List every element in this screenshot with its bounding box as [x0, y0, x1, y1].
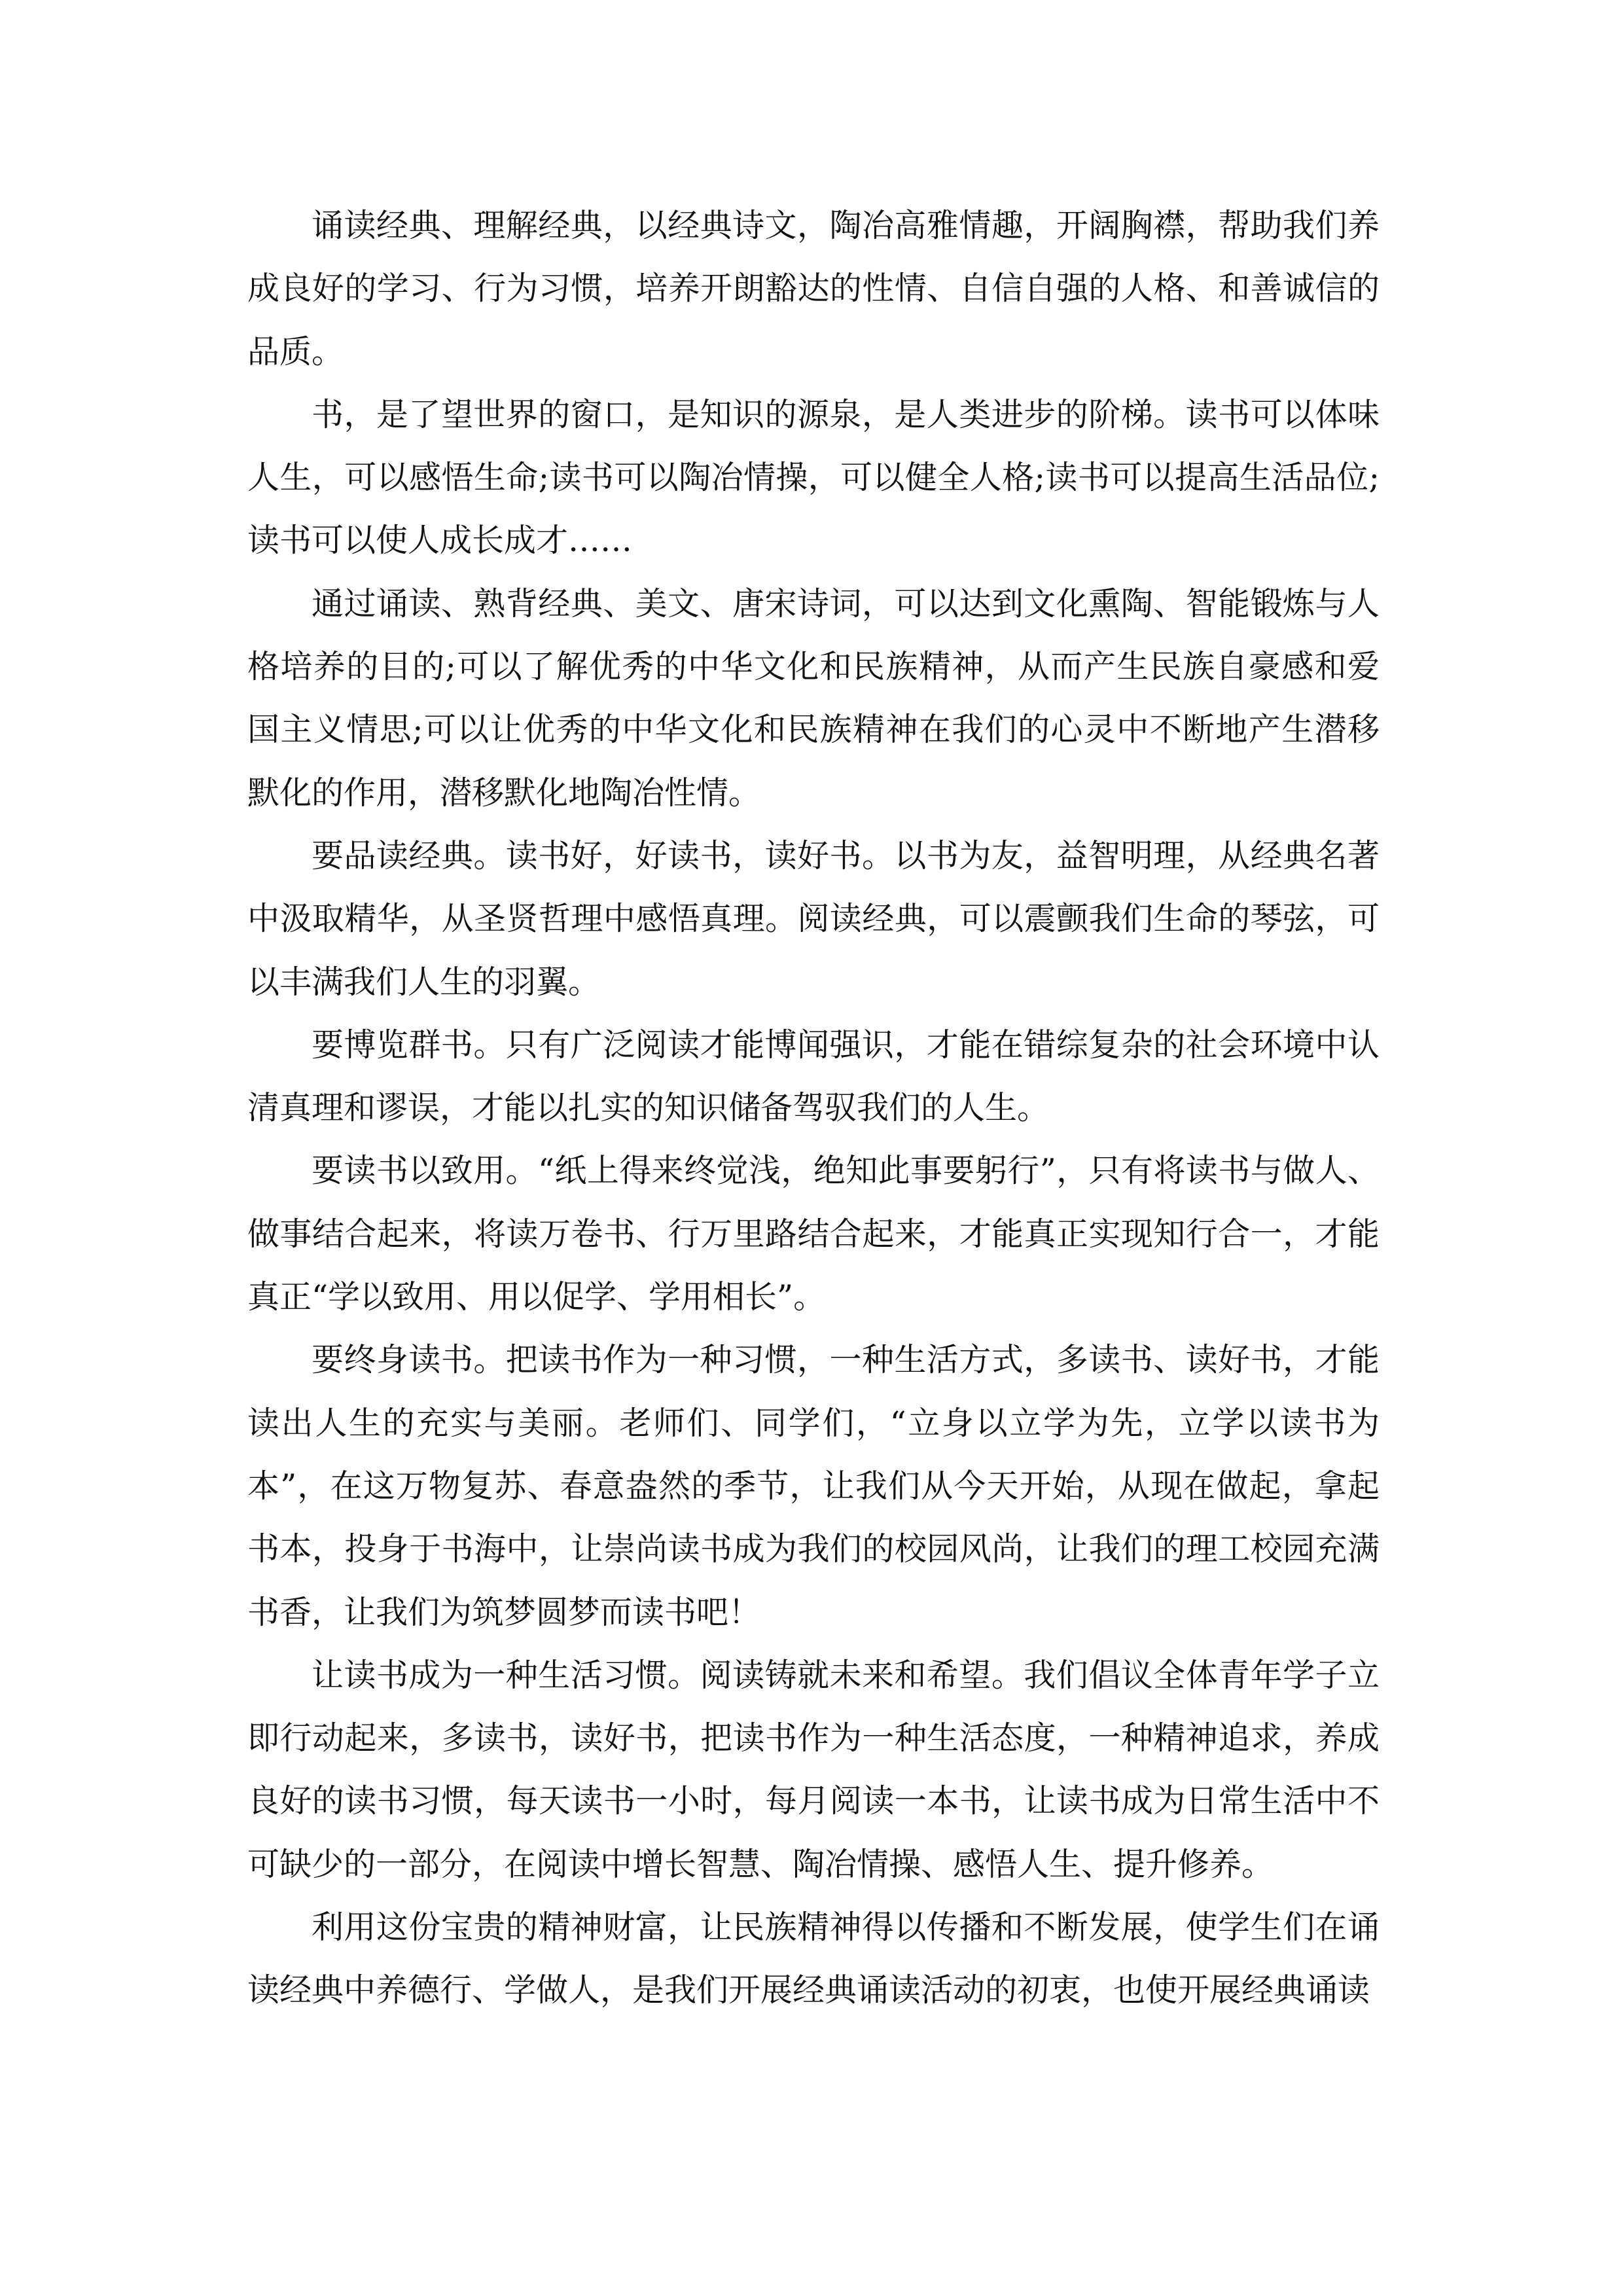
paragraph-9: 利用这份宝贵的精神财富，让民族精神得以传播和不断发展，使学生们在诵读经典中养德行、学做人，是我们开展经典诵读活动的初衷，也使开展经典诵读: [247, 1909, 1380, 2009]
paragraph-3: 通过诵读、熟背经典、美文、唐宋诗词，可以达到文化熏陶、智能锻炼与人格培养的目的;可以了解优秀的中华文化和民族精神，从而产生民族自豪感和爱国主义情思;可以让优秀的中华文化和民族精神在我们的心灵中不断地产生潜移默化的作用，潜移默化地陶冶性情。: [247, 584, 1380, 812]
paragraph-1: 诵读经典、理解经典，以经典诗文，陶冶高雅情趣，开阔胸襟，帮助我们养成良好的学习、行为习惯，培养开朗豁达的性情、自信自强的人格、和善诚信的品质。: [247, 207, 1380, 370]
paragraph-7: 要终身读书。把读书作为一种习惯，一种生活方式，多读书、读好书，才能读出人生的充实与美丽。老师们、同学们，“立身以立学为先，立学以读书为本”，在这万物复苏、春意盎然的季节，让我们从今天开始，从现在做起，拿起书本，投身于书海中，让崇尚读书成为我们的校园风尚，让我们的理工校园充满书香，让我们为筑梦圆梦而读书吧！: [247, 1341, 1380, 1631]
paragraph-2: 书，是了望世界的窗口，是知识的源泉，是人类进步的阶梯。读书可以体味人生，可以感悟生命;读书可以陶冶情操，可以健全人格;读书可以提高生活品位;读书可以使人成长成才……: [247, 395, 1380, 560]
paragraph-5: 要博览群书。只有广泛阅读才能博闻强识，才能在错综复杂的社会环境中认清真理和谬误，才能以扎实的知识储备驾驭我们的人生。: [247, 1026, 1380, 1127]
document-body: [247, 194, 1380, 2022]
paragraph-4: 要品读经典。读书好，好读书，读好书。以书为友，益智明理，从经典名著中汲取精华，从圣贤哲理中感悟真理。阅读经典，可以震颤我们生命的琴弦，可以丰满我们人生的羽翼。: [247, 836, 1380, 1001]
paragraph-6: 要读书以致用。“纸上得来终觉浅，绝知此事要躬行”，只有将读书与做人、做事结合起来，将读万卷书、行万里路结合起来，才能真正实现知行合一，才能真正“学以致用、用以促学、学用相长”。: [247, 1152, 1380, 1316]
paragraph-8: 让读书成为一种生活习惯。阅读铸就未来和希望。我们倡议全体青年学子立即行动起来，多读书，读好书，把读书作为一种生活态度，一种精神追求，养成良好的读书习惯，每天读书一小时，每月阅读一本书，让读书成为日常生活中不可缺少的一部分，在阅读中增长智慧、陶冶情操、感悟人生、提升修养。: [247, 1656, 1380, 1883]
